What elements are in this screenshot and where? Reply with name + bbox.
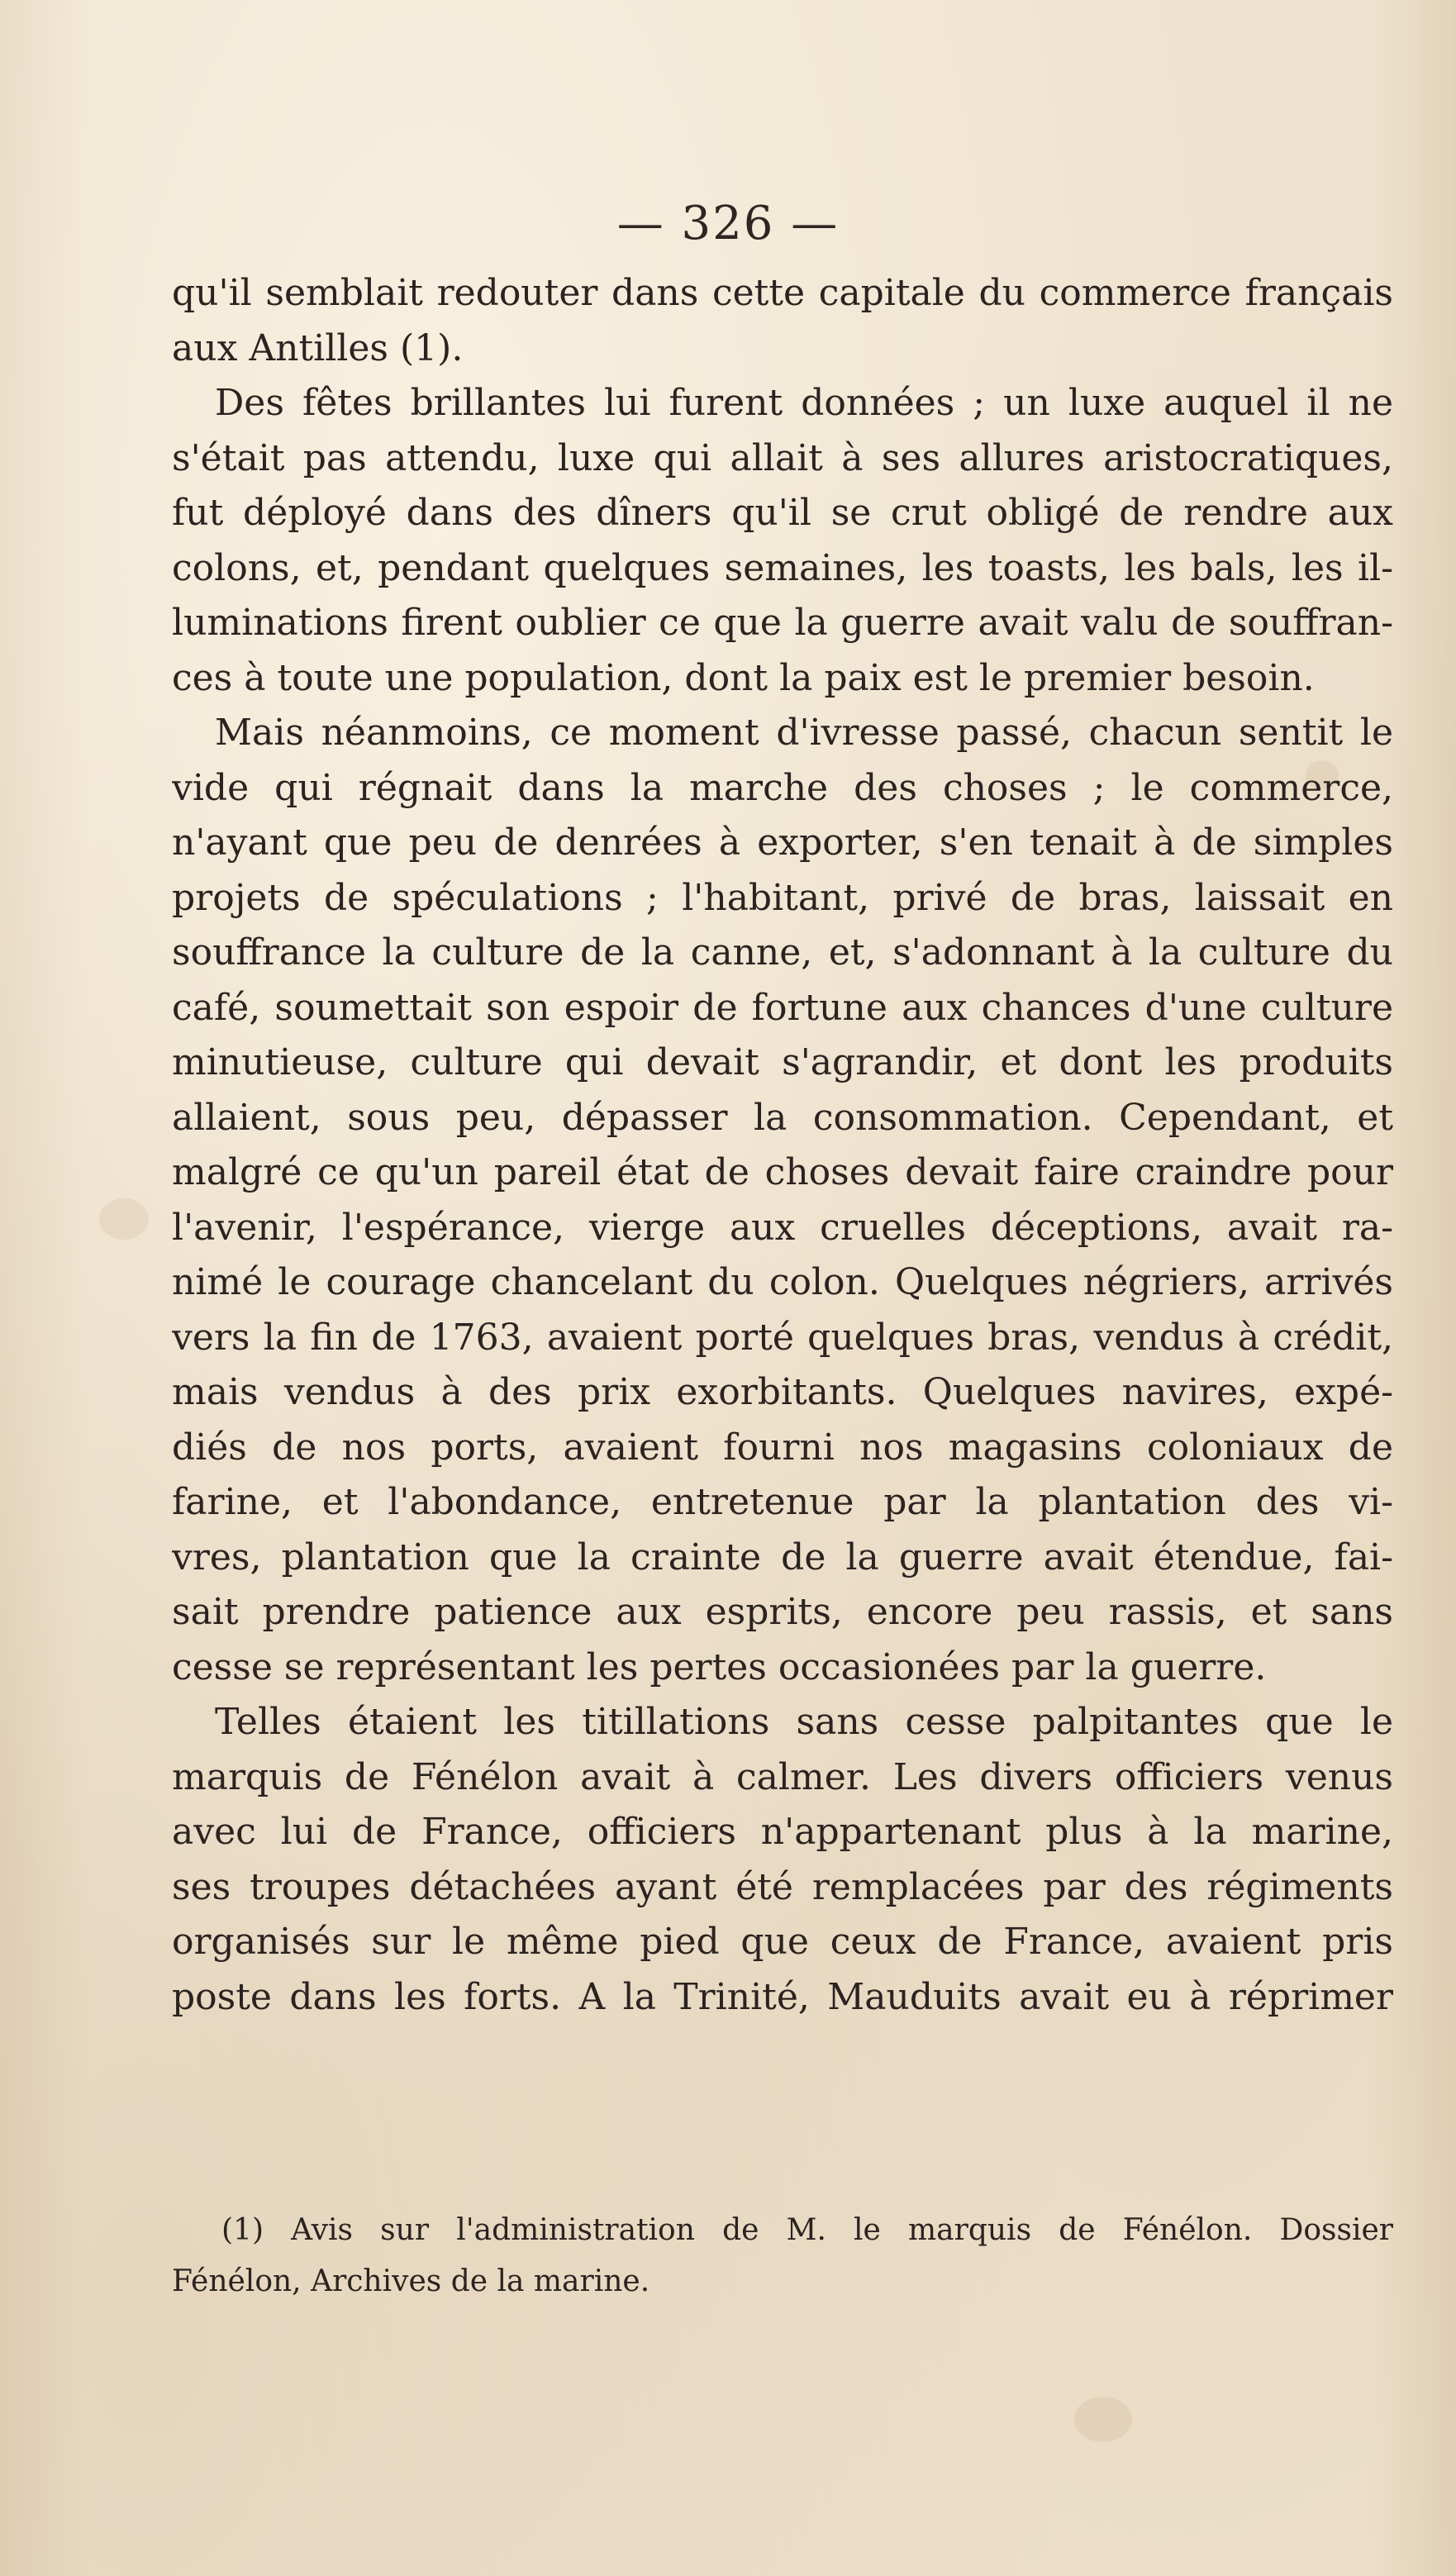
text-line: aux Antilles (1). <box>172 326 464 369</box>
text-line: Mais néanmoins, ce moment d'ivresse passé, chacun sentit le <box>215 712 1393 754</box>
text-line: souffrance la culture de la canne, et, s'adonnant à la culture du <box>172 931 1393 974</box>
text-line: fut déployé dans des dîners qu'il se crut obligé de rendre aux <box>172 492 1393 534</box>
text-line: s'était pas attendu, luxe qui allait à ses allures aristocratiques, <box>172 436 1393 479</box>
text-line: ces à toute une population, dont la paix est le premier besoin. <box>172 656 1315 699</box>
text-line: allaient, sous peu, dépasser la consommation. Cependant, et <box>172 1096 1393 1139</box>
text-line: vers la fin de 1763, avaient porté quelques bras, vendus à crédit, <box>172 1316 1393 1359</box>
text-line: n'ayant que peu de denrées à exporter, s'en tenait à de simples <box>172 821 1393 864</box>
paper-stain <box>1074 2397 1132 2442</box>
text-line: l'avenir, l'espérance, vierge aux cruelles déceptions, avait ra- <box>172 1206 1393 1249</box>
text-line: avec lui de France, officiers n'appartenant plus à la marine, <box>172 1811 1393 1853</box>
body-text <box>172 266 1393 2025</box>
footnote-line: (1) Avis sur l'administration de M. le marquis de Fénélon. Dossier <box>221 2213 1393 2247</box>
text-line: luminations firent oublier ce que la guerre avait valu de souffran- <box>172 602 1393 644</box>
text-line: diés de nos ports, avaient fourni nos magasins coloniaux de <box>172 1426 1393 1469</box>
text-line: café, soumettait son espoir de fortune aux chances d'une culture <box>172 986 1393 1029</box>
text-line: cesse se représentant les pertes occasionées par la guerre. <box>172 1645 1267 1688</box>
text-line: marquis de Fénélon avait à calmer. Les divers officiers venus <box>172 1755 1393 1798</box>
text-line: colons, et, pendant quelques semaines, les toasts, les bals, les il- <box>172 546 1393 589</box>
footnote <box>172 2205 1393 2307</box>
text-line: vide qui régnait dans la marche des choses ; le commerce, <box>172 766 1393 809</box>
paper-stain <box>99 1198 149 1240</box>
text-line: malgré ce qu'un pareil état de choses devait faire craindre pour <box>172 1151 1393 1193</box>
text-line: nimé le courage chancelant du colon. Quelques négriers, arrivés <box>172 1261 1393 1303</box>
text-line: mais vendus à des prix exorbitants. Quelques navires, expé- <box>172 1371 1393 1413</box>
text-line: sait prendre patience aux esprits, encore peu rassis, et sans <box>172 1591 1393 1633</box>
text-line: farine, et l'abondance, entretenue par la plantation des vi- <box>172 1481 1393 1523</box>
text-line: qu'il semblait redouter dans cette capitale du commerce français <box>172 272 1393 314</box>
text-line: vres, plantation que la crainte de la guerre avait étendue, fai- <box>172 1536 1393 1578</box>
text-line: poste dans les forts. A la Trinité, Mauduits avait eu à réprimer <box>172 1975 1393 2018</box>
page-number: — 326 — <box>616 197 840 250</box>
text-line: minutieuse, culture qui devait s'agrandir, et dont les produits <box>172 1041 1393 1083</box>
text-line: projets de spéculations ; l'habitant, privé de bras, laissait en <box>172 876 1393 919</box>
text-line: Des fêtes brillantes lui furent données ; un luxe auquel il ne <box>215 382 1393 424</box>
footnote-line: Fénélon, Archives de la marine. <box>172 2264 650 2298</box>
text-line: Telles étaient les titillations sans cesse palpitantes que le <box>215 1701 1393 1743</box>
text-line: organisés sur le même pied que ceux de France, avaient pris <box>172 1921 1393 1963</box>
text-line: ses troupes détachées ayant été remplacées par des régiments <box>172 1865 1393 1908</box>
